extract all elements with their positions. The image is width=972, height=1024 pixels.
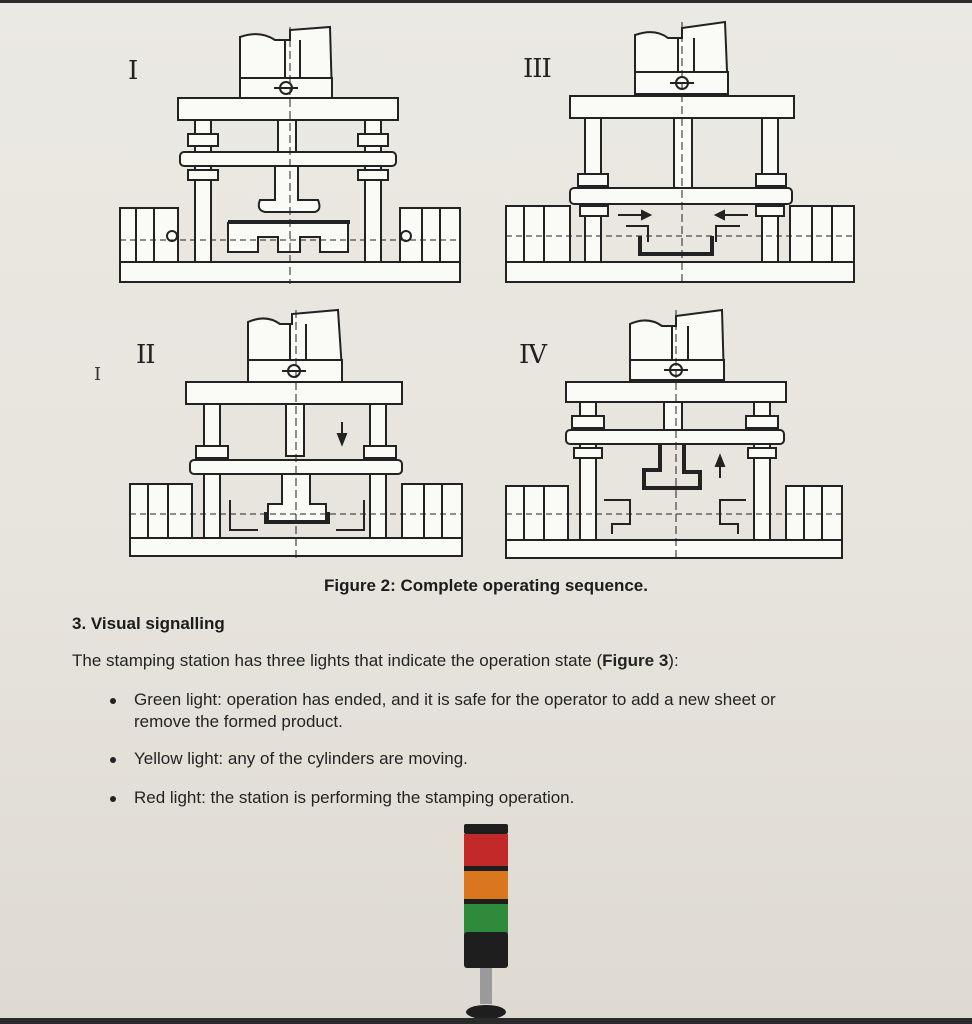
intro-suffix: ): (668, 651, 679, 670)
top-edge (0, 0, 972, 3)
stage-label-III: III (523, 54, 551, 84)
list-item-text: Yellow light: any of the cylinders are moving. (134, 749, 468, 768)
list-item-text (134, 689, 910, 733)
signal-tower-image (458, 822, 514, 1022)
bullet-icon (110, 757, 116, 763)
list-item-red (110, 787, 910, 809)
stage-diagram-IV (500, 302, 860, 592)
bottom-edge (0, 1018, 972, 1024)
list-item-yellow (110, 748, 910, 770)
figure-caption: Figure 2: Complete operating sequence. (323, 576, 648, 595)
stage-diagram-II (120, 300, 480, 590)
signal-tower-icon (458, 822, 514, 1022)
press-drawing-III (500, 10, 860, 300)
intro-prefix: The stamping station has three lights that indicate the operation state ( (72, 651, 603, 670)
list-item-text: Red light: the station is performing the stamping operation. (134, 788, 575, 807)
section-heading: 3. Visual signalling (72, 614, 225, 633)
press-drawing-IV (500, 302, 860, 592)
bullet-icon (110, 796, 116, 802)
stray-mark: I (94, 364, 102, 385)
stage-label-IV: IV (519, 340, 547, 370)
stage-diagram-III (500, 10, 860, 300)
list-item-line: remove the formed product. (134, 712, 343, 731)
stage-label-II: II (136, 340, 155, 370)
section-intro (72, 651, 912, 671)
list-item-green (110, 689, 910, 733)
figure-reference: Figure 3 (602, 651, 669, 670)
stage-label-I: I (128, 56, 138, 86)
bullet-icon (110, 698, 116, 704)
press-drawing-II (120, 300, 480, 590)
list-item-line: Green light: operation has ended, and it is safe for the operator to add a new sheet or (134, 690, 776, 709)
press-drawing-I (110, 12, 470, 302)
stage-diagram-I (110, 12, 470, 302)
